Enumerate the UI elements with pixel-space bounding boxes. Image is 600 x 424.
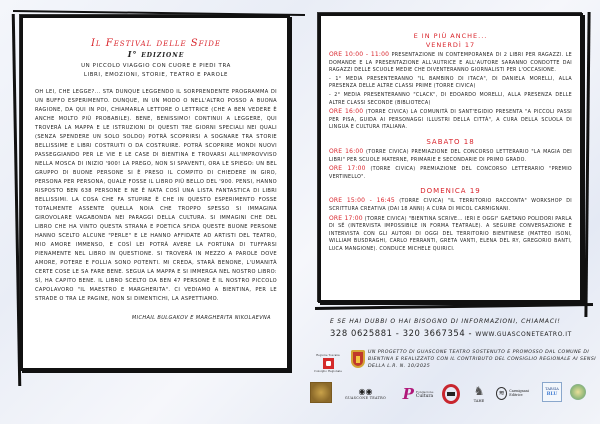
project-credit: UN PROGETTO DI GUASCONE TEATRO SOSTENUTO E PROMOSSO DAL COMUNE DI BIENTINA E REALIZZATO CON IL CONTRIBUTO DEL CONSIGLIO REGIONALE AI SENSI DELLA L.R. N. 10/2025 bbox=[368, 350, 597, 370]
letter-body: OH LEI, CHE LEGGE?... STA DUNQUE LEGGENDO IL SORPRENDENTE PROGRAMMA DI UN BUFFO ESPERIMENTO. DUNQUE, IN UN MODO O NELL'ALTRO POSSO A BUONA RAGIONE, DA QUI IN POI, CHIAMARLA LETTORE O LETTRICE (CHE A BEN VEDERE È ANCHE MOLTO PIÙ PROBABILE). BENE, BENISSIMO! CONTINUI A LEGGERE, QUI TROVERÀ LA MAPPA E LE ISTRUZIONI DI QUESTI TRE GIORNI SPECIALI NEI QUALI (SENZA SPENDERE UN SOLO SOLDO) POTRÀ SCOPRIRSI A SOGNARE TRA STORIE BELLISSIME E LIBRI COSTRUITI O DA COSTRUIRE. POTRÀ SCOPRIRE MONDI NUOVI PASSEGGIANDO PER LE VIE E LE CASE DI BIENTINA E TROVARSI ALL'IMPROVVISO NELLA MOSCA DI INIZIO '900! LA PREGO, NON SI SPAVENTI, ORA LE SPIEGO: UN BEL GRUPPO DI BUONE PERSONE SI È PRESO IL COMPITO DI CHIEDERE IN GIRO, PERSONA PER PERSONA, QUALE FOSSE IL LIBRO PIÙ BELLO DEL '900. PENSI, HANNO RISPOSTO BEN 638 PERSONE E NE È NATA COSÌ UNA LISTA FANTASTICA DI LIBRI BELLISSIMI. LA COSA CHE FA STUPIRE È CHE IN QUESTO ESPERIMENTO FOSSE TOTALMENTE ASSENTE QUELLA NOIA CHE TROPPO SPESSO SI IMMAGINA GIROVOLARE VAGABONDA NEI PARAGGI DELLA CULTURA. SI IMMAGINI CHE DEL LIBRO CHE HA VINTO QUESTA STRANA E POETICA SFIDA QUESTE BUONE PERSONE HANNO SCELTO ALCUNE "PERLE" E LE HANNO AFFIDATE AD ARTISTI DEL TEATRO, MIO AMORE IMMENSO, E COSÌ LEI POTRÀ AVERE LA FORTUNA DI TUFFARSI PIENAMENTE NEL LIBRO IN QUESTIONE. SI TROVERÀ IN MEZZO A PAROLE DOVE AMORE, POTERE E FOLLIA SONO POTENTI. MI CREDA, STARÀ BENONE, L'UMANITÀ CERTE COSE LE SA FARE BENE. SEGUA LA MAPPA E SI IMMERGA NEL NOSTRO LIBRO: SÌ, HA CAPITO BENE. IL LIBRO SCELTO DA BEN 47 PERSONE È IL NOSTRO PICCOLO CAPOLAVORO "IL MAESTRO E MARGHERITA". CI VEDIAMO A BIENTINA, PER LE STRADE O TRA LE PAGINE, NON SI DIMENTICHI, LA ASPETTIAMO. bbox=[35, 89, 277, 302]
intro-letter-panel bbox=[20, 15, 290, 371]
teatro-ring-logo-icon bbox=[442, 384, 460, 404]
separator: - bbox=[465, 328, 476, 338]
phone-number-2[interactable]: 320 3667354 bbox=[402, 328, 466, 338]
event-text: (TORRE CIVICA) PREMIAZIONE DEL CONCORSO LETTERARIO "PREMIO VERTINELLO". bbox=[329, 167, 572, 180]
event-text: - 1° MEDIA PRESENTERANNO "IL BAMBINO DI ITACA", DI DANIELA MORELLI, ALLA PRESENZA DELLE ALTRE CLASSI PRIME (TORRE CIVICA) bbox=[329, 76, 572, 90]
event-item bbox=[329, 197, 572, 213]
comune-crest-icon bbox=[351, 350, 365, 368]
logo-label: Consiglio Regionale bbox=[314, 369, 342, 373]
round-emblem-icon bbox=[570, 384, 586, 400]
logo-label: Carmignani Editrice bbox=[509, 389, 529, 397]
contact-numbers bbox=[330, 328, 572, 338]
event-time: ORE 15:00 - 16:45 bbox=[329, 197, 395, 205]
eyes-icon: ◉◉ bbox=[358, 387, 373, 396]
letter-signature: MICHAIL BULGAKOV E MARGHERITA NIKOLAEVNA bbox=[131, 315, 271, 321]
day-heading: DOMENICA 19 bbox=[420, 187, 481, 196]
medal-logo-icon bbox=[310, 382, 332, 403]
fondazione-p-icon: P bbox=[402, 385, 414, 403]
festival-subtitle bbox=[35, 62, 277, 80]
logo-label: BLU bbox=[546, 392, 558, 397]
logo-label: TAHE bbox=[473, 399, 485, 403]
event-time: ORE 17:00 bbox=[329, 165, 366, 173]
event-time: ORE 16:00 bbox=[329, 108, 364, 116]
event-item bbox=[329, 148, 572, 164]
subtitle-line: UN PICCOLO VIAGGIO CON CUORE E PIEDI TRA bbox=[81, 63, 231, 69]
pegasus-flag-icon bbox=[323, 358, 334, 369]
edition-label: I° edizione bbox=[127, 49, 185, 59]
logo-label: Regione Toscana bbox=[316, 353, 340, 357]
festival-title: Il Festival delle Sfide bbox=[90, 38, 222, 49]
event-item bbox=[329, 108, 572, 132]
logo-text bbox=[416, 390, 433, 399]
logo-label: Cultura bbox=[415, 393, 434, 399]
event-item bbox=[329, 92, 572, 107]
day-heading: SABATO 18 bbox=[426, 137, 475, 146]
event-text: (TORRE CIVICA) "BIENTINA SCRIVE... IERI E OGGI" GAETANO POLIDORI PARLA DI SÉ (INTERVISTA IMPOSSIBILE IN FORMA TEATRALE). A SEGUIRE CONVERSAZIONE E INTERVISTA CON GLI AUTORI DI OGGI DEL TERRITORIO BIENTINESE (MATTEO ISONI, WILLIAM BUSDRAGHI, CARLO FERRANTI, GRETA VANTI, ELENA DEL RY, GREGORIO BANTI, LUCA MANGIONE). CONDUCE MICHELE QUIRICI. bbox=[329, 216, 572, 252]
regione-toscana-logo bbox=[310, 348, 346, 378]
logo-label: TARSIA bbox=[545, 387, 559, 391]
tahe-logo bbox=[470, 380, 488, 406]
event-text: (TORRE CIVICA) "IL TERRITORIO RACCONTA" WORKSHOP DI SCRITTURA CREATIVA (DAI 18 ANNI) A CURA DI MICOL CARMIGNANI. bbox=[329, 199, 572, 212]
event-item bbox=[329, 165, 572, 181]
event-item bbox=[329, 76, 572, 91]
logo-label: Fondazione bbox=[415, 389, 434, 394]
contact-prompt: E SE HAI DUBBI O HAI BISOGNO DI INFORMAZIONI, CHIAMACI! bbox=[330, 318, 561, 325]
day-heading: VENERDÌ 17 bbox=[425, 41, 476, 49]
wave-circle-icon: ≋ bbox=[496, 387, 507, 400]
phone-number-1[interactable]: 328 0625881 bbox=[330, 328, 393, 338]
carmignani-logo bbox=[496, 386, 538, 400]
event-item bbox=[329, 215, 572, 254]
website-link[interactable]: WWW.GUASCONETEATRO.IT bbox=[475, 331, 572, 338]
event-text: (TORRE CIVICA) LA COMUNITÀ DI SANT'EGIDIO PRESENTA "A PICCOLI PASSI PER PISA, GUIDA AI PERSONAGGI ILLUSTRI DELLA CITTÀ", A CURA DELLA SCUOLA DI LINGUA E CULTURA ITALIANA. bbox=[329, 110, 573, 131]
event-text: - 2° MEDIA PRESENTERANNO "CLACK", DI EDOARDO MORELLI, ALLA PRESENZA DELLE ALTRE CLASSI SECONDE (BIBLIOTECA) bbox=[329, 92, 572, 106]
program-panel bbox=[318, 13, 583, 303]
event-time: ORE 17:00 bbox=[329, 214, 363, 222]
tarsia-blu-logo bbox=[542, 382, 562, 402]
event-time: ORE 16:00 bbox=[329, 147, 364, 155]
subtitle-line: LIBRI, EMOZIONI, STORIE, TEATRO E PAROLE bbox=[83, 72, 229, 78]
event-text: (TORRE CIVICA) PREMIAZIONE DEL CONCORSO LETTERARIO "LA MAGIA DEI LIBRI" PER SCUOLE MATERNE, PRIMARIE E SECONDARIE DI PRIMO GRADO. bbox=[329, 149, 572, 163]
event-text: PRESENTAZIONE IN CONTEMPORANEA DI 2 LIBRI PER RAGAZZI. LE DOMANDE E LA PRESENTAZIONE ALL'AUTRICE E ALL'AUTORE SARANNO CONDOTTE DAI RAGAZZI DELLE SCUOLE MEDIE CHE DIVENTERANNO GIORNALISTI PER L'OCCASIONE. bbox=[329, 53, 572, 74]
program-heading: E IN PIÙ ANCHE... bbox=[413, 32, 488, 40]
guascone-teatro-logo bbox=[338, 384, 393, 404]
figure-icon: ♞ bbox=[473, 384, 485, 398]
event-time: ORE 10:00 - 11:00 bbox=[329, 51, 390, 58]
logo-label: GUASCONE TEATRO bbox=[344, 396, 387, 400]
separator: - bbox=[392, 328, 403, 338]
fondazione-cultura-logo bbox=[397, 384, 439, 404]
event-item bbox=[329, 51, 572, 75]
